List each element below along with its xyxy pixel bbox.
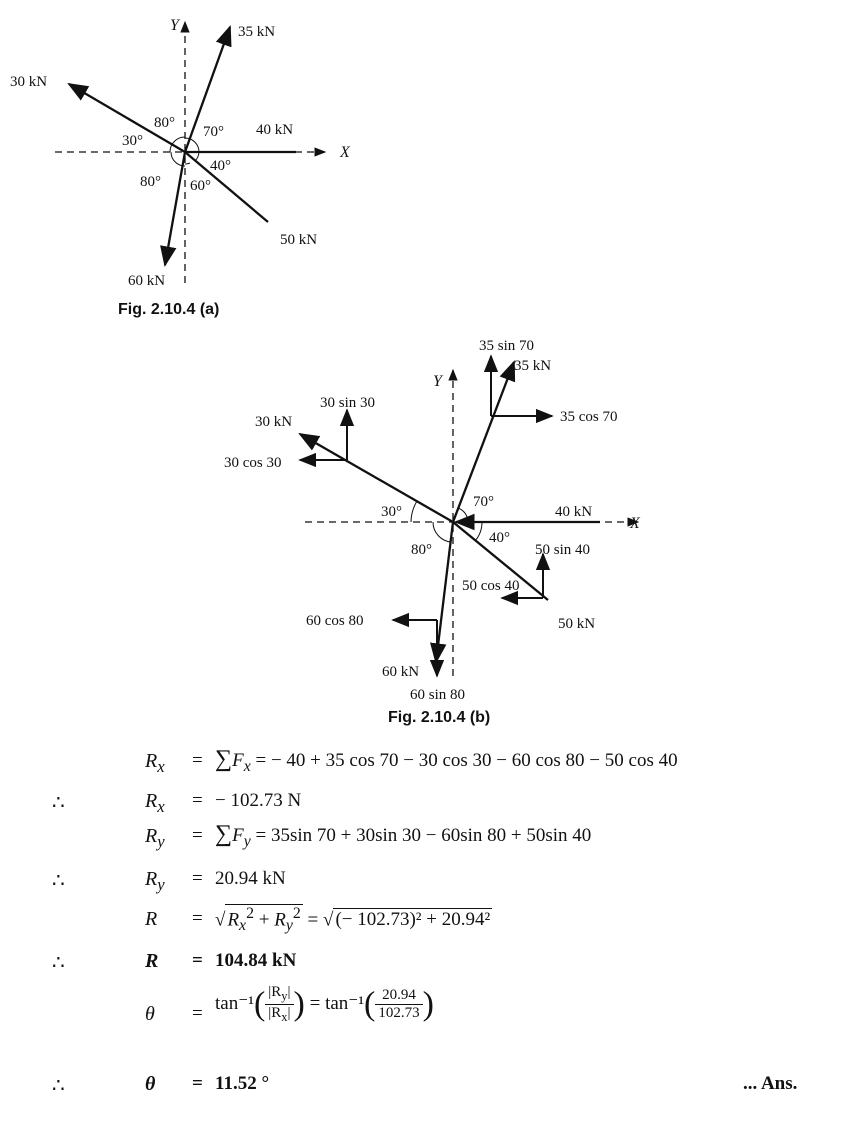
comp-35sin70-label: 35 sin 70 <box>479 338 535 354</box>
force-30-arrow-b <box>300 434 453 522</box>
force-40-label-a: 40 kN <box>256 122 294 138</box>
rx-symbol-2: $R_x$ <box>145 790 165 816</box>
angle-30-label-b: 30° <box>381 504 402 520</box>
ry-eq-sign-2: = <box>192 868 203 889</box>
r-expression: √ $R_x^2 + R_y^2$ = √ (− 102.73)² + 20.94² <box>215 905 491 935</box>
angle-80-bot-label-a: 80° <box>140 174 161 190</box>
ans-label: ... Ans. <box>743 1073 798 1094</box>
rx-eq-sign: = <box>192 750 203 771</box>
arc-40-b <box>475 522 482 541</box>
force-35-label-a: 35 kN <box>238 24 276 40</box>
figure-b <box>0 330 848 730</box>
r-symbol-2: R <box>145 950 159 972</box>
therefore-4: ∴ <box>52 1075 65 1097</box>
force-30-label-b: 30 kN <box>255 414 293 430</box>
ry-eq-sign: = <box>192 825 203 846</box>
comp-30cos30-label: 30 cos 30 <box>224 455 282 471</box>
comp-30sin30-label: 30 sin 30 <box>320 395 376 411</box>
force-40-label-b: 40 kN <box>555 504 593 520</box>
angle-60-label-a: 60° <box>190 178 211 194</box>
angle-40-label-b: 40° <box>489 530 510 546</box>
force-35-label-b: 35 kN <box>514 358 552 374</box>
therefore-1: ∴ <box>52 792 65 814</box>
theta-expression: tan⁻¹( $\frac{|R_y|}{|R_x|}$ ) = tan⁻¹( $\frac{20.94}{102.73}$ ) <box>215 984 434 1024</box>
figure-a <box>0 0 848 330</box>
angle-70-label-a: 70° <box>203 124 224 140</box>
theta-symbol-2: θ <box>145 1073 156 1095</box>
theta-eq-sign: = <box>192 1003 203 1024</box>
theta-value: 11.52 ° <box>215 1073 270 1094</box>
ry-value: 20.94 kN <box>215 868 286 889</box>
rx-expression: $\sum F_x$ = − 40 + 35 cos 70 − 30 cos 30 − 60 cos 80 − 50 cos 40 <box>215 746 678 775</box>
r-eq-sign: = <box>192 908 203 929</box>
axis-x-label-a: X <box>340 144 350 161</box>
therefore-2: ∴ <box>52 870 65 892</box>
force-60-label-b: 60 kN <box>382 664 420 680</box>
arc-30-b <box>411 501 417 522</box>
therefore-3: ∴ <box>52 952 65 974</box>
ry-symbol: $R_y$ <box>145 825 165 851</box>
arc-40-a <box>195 152 199 161</box>
rx-eq-sign-2: = <box>192 790 203 811</box>
force-60-arrow-b <box>436 522 453 662</box>
force-50-label-b: 50 kN <box>558 616 596 632</box>
force-50-label-a: 50 kN <box>280 232 318 248</box>
rx-symbol: $R_x$ <box>145 750 165 776</box>
angle-40-label-a: 40° <box>210 158 231 174</box>
comp-50cos40-label: 50 cos 40 <box>462 578 520 594</box>
angle-80-label-b: 80° <box>411 542 432 558</box>
comp-35cos70-label: 35 cos 70 <box>560 409 618 425</box>
arc-80-b <box>433 522 451 542</box>
figure-b-caption: Fig. 2.10.4 (b) <box>388 709 491 726</box>
ry-expression: $\sum F_y = 35\sin$ 70 + 30sin 30 − 60sin 80 + 50sin 40 <box>215 821 592 850</box>
arc-60-a <box>185 163 190 164</box>
comp-60cos80-label: 60 cos 80 <box>306 613 364 629</box>
angle-30-label-a: 30° <box>122 133 143 149</box>
figure-a-caption: Fig. 2.10.4 (a) <box>118 301 220 318</box>
axis-x-label-b: X <box>630 515 640 532</box>
force-60-arrow-a <box>165 152 185 265</box>
theta-eq-sign-2: = <box>192 1073 203 1094</box>
comp-50sin40-label: 50 sin 40 <box>535 542 591 558</box>
axis-y-label-b: Y <box>433 373 442 390</box>
comp-60sin80-label: 60 sin 80 <box>410 687 466 703</box>
arc-70-b <box>458 508 468 522</box>
axis-y-label-a: Y <box>170 17 179 34</box>
r-symbol: R <box>145 908 158 930</box>
angle-70-label-b: 70° <box>473 494 494 510</box>
r-value: 104.84 kN <box>215 950 297 971</box>
r-eq-sign-2: = <box>192 950 203 971</box>
force-60-label-a: 60 kN <box>128 273 166 289</box>
rx-value: − 102.73 N <box>215 790 302 811</box>
theta-symbol: θ <box>145 1003 155 1025</box>
force-30-label-a: 30 kN <box>10 74 48 90</box>
ry-symbol-2: $R_y$ <box>145 868 165 894</box>
angle-80-top-label-a: 80° <box>154 115 175 131</box>
